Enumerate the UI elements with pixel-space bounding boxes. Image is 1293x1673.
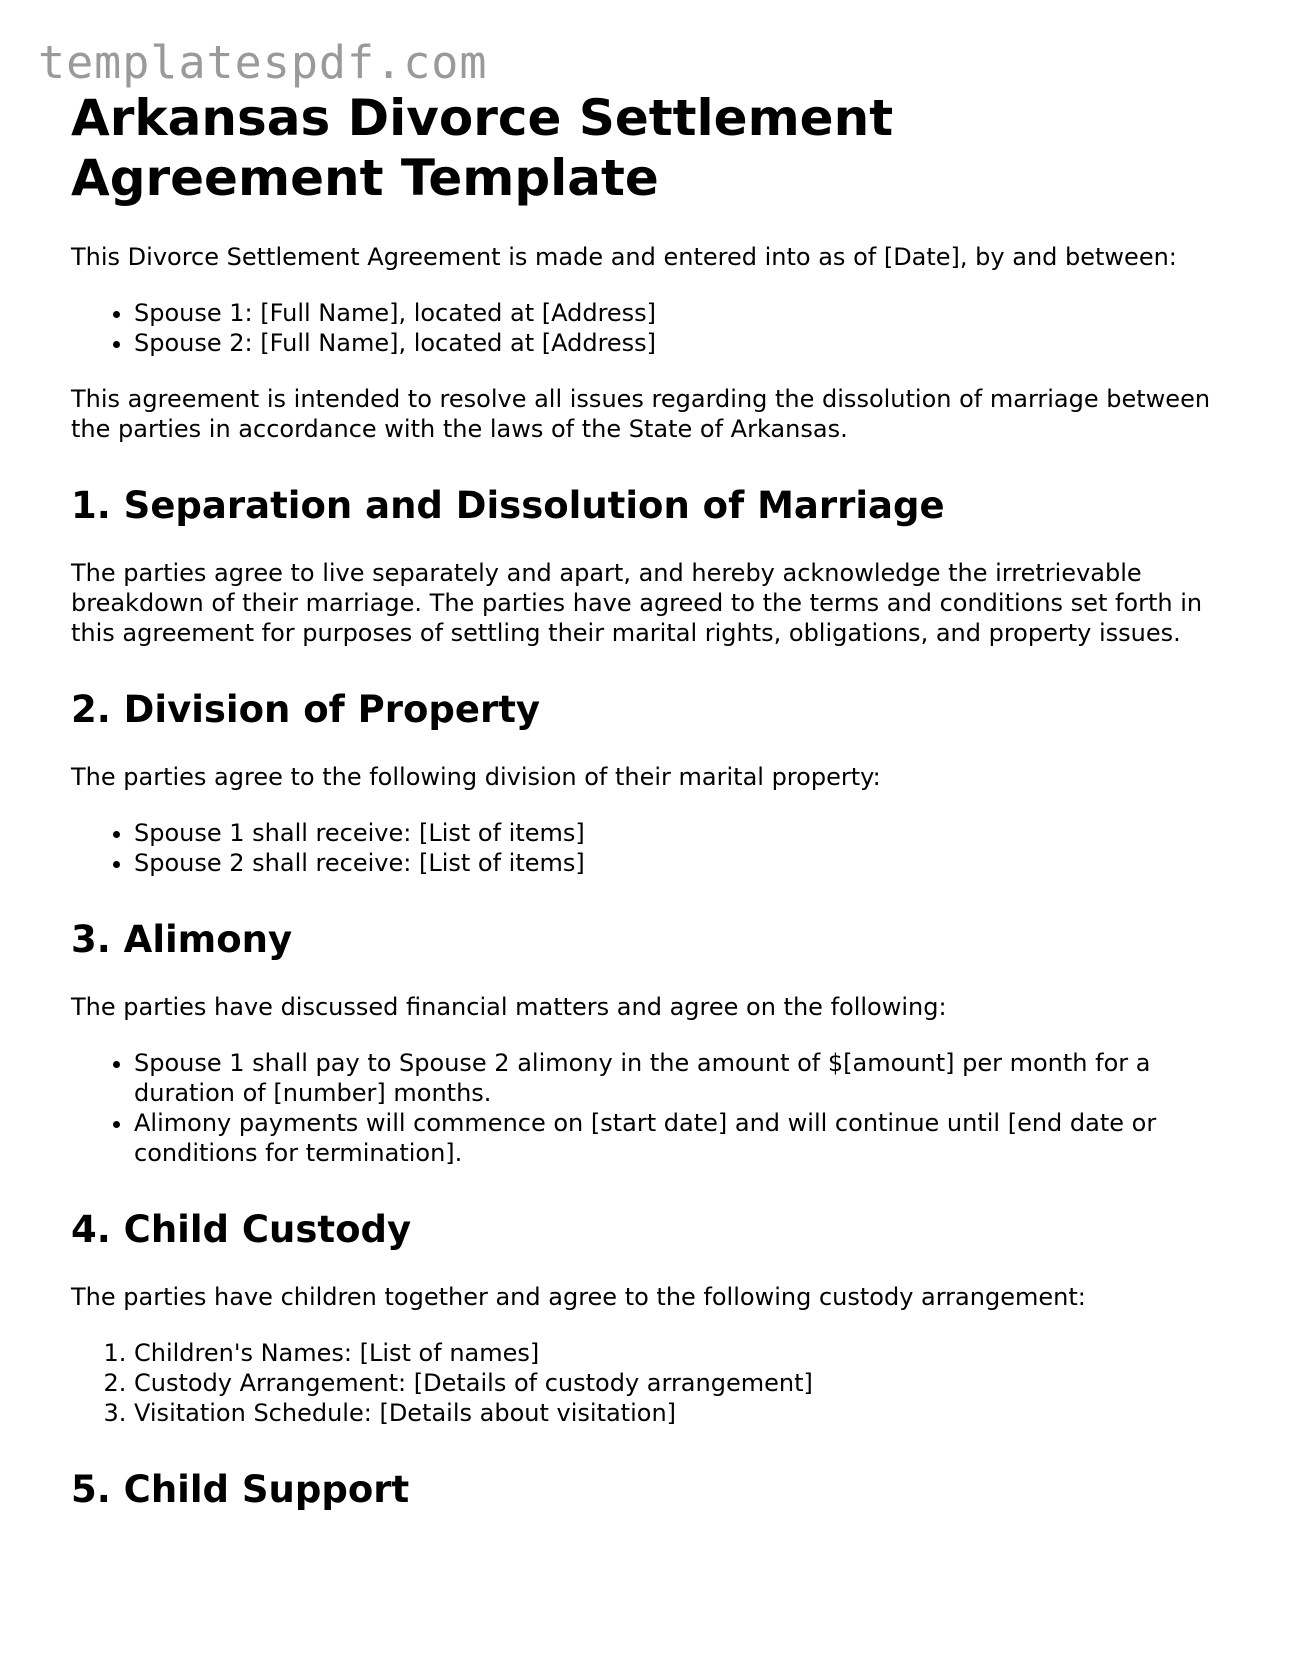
list-item: 1. Children's Names: [List of names] xyxy=(134,1338,1231,1368)
intro-paragraph: This Divorce Settlement Agreement is made and entered into as of [Date], by and between: xyxy=(71,243,1177,271)
list-item: • Spouse 2 shall receive: [List of items] xyxy=(134,848,1231,878)
section-heading-child-support: 5. Child Support xyxy=(71,1468,410,1511)
section-text-custody: The parties have children together and agree to the following custody arrangement: xyxy=(71,1283,1086,1311)
section-heading-alimony: 3. Alimony xyxy=(71,918,293,961)
list-item: • Alimony payments will commence on [start date] and will continue until [end date or conditions for termination]. xyxy=(134,1108,1231,1168)
list-item: • Spouse 1 shall receive: [List of items] xyxy=(134,818,1231,848)
section-heading-custody: 4. Child Custody xyxy=(71,1208,412,1251)
section-text-separation: The parties agree to live separately and apart, and hereby acknowledge the irretrievable breakdown of their marriage. The parties have agreed to the terms and conditions set forth in this agreement for purposes of settling their marital rights, obligations, and property issues. xyxy=(71,559,1203,647)
document-title: Arkansas Divorce Settlement Agreement Template xyxy=(71,89,894,207)
alimony-list xyxy=(71,1048,1231,1168)
section-heading-property: 2. Division of Property xyxy=(71,688,541,731)
custody-list xyxy=(71,1338,1231,1428)
list-item: • Spouse 2: [Full Name], located at [Address] xyxy=(134,328,1231,358)
list-item: 3. Visitation Schedule: [Details about visitation] xyxy=(134,1398,1231,1428)
watermark: templatespdf.com xyxy=(38,36,488,89)
list-item: 2. Custody Arrangement: [Details of custody arrangement] xyxy=(134,1368,1231,1398)
section-text-property: The parties agree to the following division of their marital property: xyxy=(71,763,881,791)
property-list xyxy=(71,818,1231,878)
document-page xyxy=(71,88,1231,1542)
purpose-paragraph: This agreement is intended to resolve all issues regarding the dissolution of marriage between the parties in accordance with the laws of the State of Arkansas. xyxy=(71,385,1211,443)
section-text-alimony: The parties have discussed financial matters and agree on the following: xyxy=(71,993,947,1021)
section-heading-separation: 1. Separation and Dissolution of Marriage xyxy=(71,484,945,527)
list-item: • Spouse 1: [Full Name], located at [Address] xyxy=(134,298,1231,328)
parties-list xyxy=(71,298,1231,358)
list-item: • Spouse 1 shall pay to Spouse 2 alimony in the amount of $[amount] per month for a duration of [number] months. xyxy=(134,1048,1231,1108)
